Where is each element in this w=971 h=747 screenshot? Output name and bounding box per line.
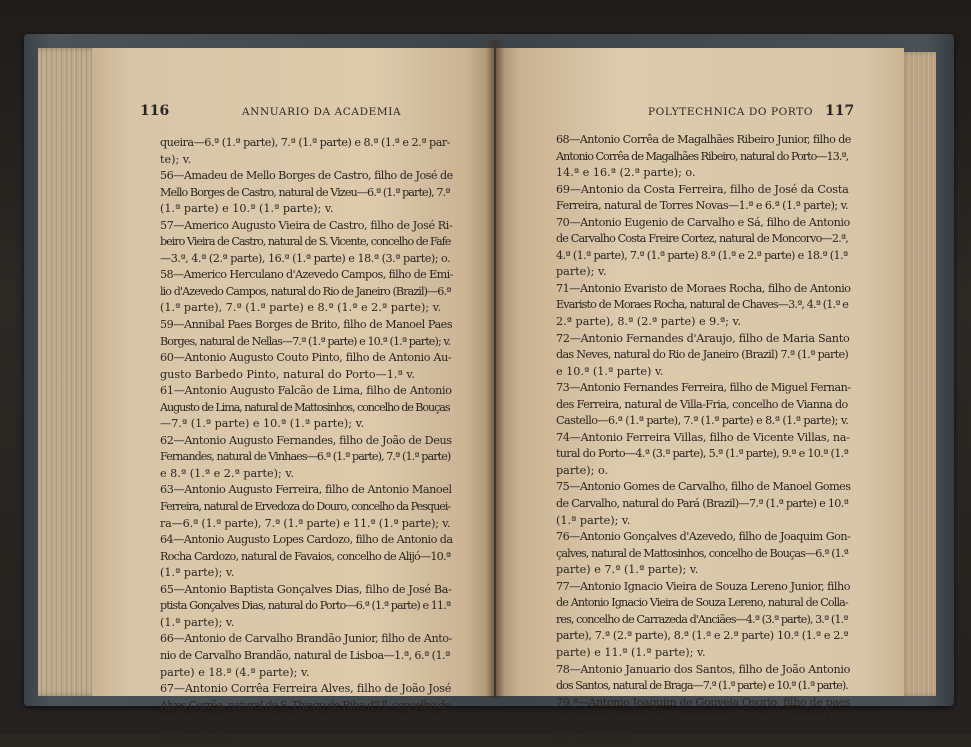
right-running-header: POLYTECHNICA DO PORTO bbox=[648, 106, 814, 118]
text-line: Alves Corrêa, natural de S. Thiago de Riba d'Ul, concelho de bbox=[160, 698, 451, 712]
text-line: 63—Antonio Augusto Ferreira, filho de Antonio Manoel bbox=[160, 483, 452, 497]
text-line: Borges, natural de Nellas—7.ª (1.ª parte) e 10.ª (1.ª parte); v. bbox=[160, 334, 451, 348]
left-page-text bbox=[160, 135, 453, 747]
left-page-number: 116 bbox=[140, 103, 170, 119]
text-line: 2.ª parte), 8.ª (2.ª parte) e 9.ª; v. bbox=[556, 315, 742, 329]
text-line: çalves, natural de Mattosinhos, concelho de Bouças—6.ª (1.ª bbox=[556, 546, 848, 560]
text-line: 56—Amadeu de Mello Borges de Castro, filho de José de bbox=[160, 169, 453, 183]
text-line: (1.ª parte), 7.ª (1.ª parte) e 8.ª (1.ª e 2.ª parte); v. bbox=[160, 301, 442, 315]
text-line: Evaristo de Moraes Rocha, natural de Chaves—3.ª, 4.ª (1.ª e bbox=[556, 298, 849, 312]
text-line: (1.ª parte); v. bbox=[160, 566, 235, 580]
text-line: queira—6.ª (1.ª parte), 7.ª (1.ª parte) e 8.ª (1.ª e 2.ª par- bbox=[160, 136, 450, 149]
text-line: 64—Antonio Augusto Lopes Cardozo, filho de Antonio da bbox=[160, 533, 453, 547]
text-line: Ferreira, natural de Torres Novas—1.ª e 6.ª (1.ª parte); v. bbox=[556, 199, 848, 213]
book-gutter bbox=[486, 40, 504, 698]
text-line: 60—Antonio Augusto Couto Pinto, filho de Antonio Au- bbox=[160, 351, 452, 365]
text-line: de Antonio Ignacio Vieira de Souza Lereno, natural de Colla- bbox=[556, 596, 848, 610]
text-line: 58—Americo Herculano d'Azevedo Campos, filho de Emi- bbox=[160, 268, 453, 282]
text-line: ra—6.ª (1.ª parte), 7.ª (1.ª parte) e 11.ª (1.ª parte); v. bbox=[160, 516, 451, 530]
text-line: 65—Antonio Baptista Gonçalves Dias, filho de José Ba- bbox=[160, 582, 452, 596]
text-line: parte), 7.ª (2.ª parte), 8.ª (1.ª e 2.ª parte) 10.ª (1.ª e 2.ª bbox=[556, 629, 849, 643]
text-line: te); v. bbox=[160, 152, 192, 166]
text-line: Antonio Corrêa de Magalhães Ribeiro, natural do Porto—13.ª, bbox=[556, 149, 849, 163]
text-line: de Carvalho, natural do Pará (Brazil)—7.ª (1.ª parte) e 10.ª bbox=[556, 497, 849, 511]
text-line: de Carvalho Costa Freire Cortez, natural de Moncorvo—2.ª, bbox=[556, 232, 848, 246]
text-line: —3.ª, 4.ª (2.ª parte), 16.ª (1.ª parte) e 18.ª (3.ª parte); o. bbox=[160, 251, 451, 265]
text-line: dos Santos, natural de Braga—7.ª (1.ª parte) e 10.ª (1.ª parte). bbox=[556, 679, 848, 693]
text-line: incognitos, natural de Moncorvo—8.ª (1.ª e 2.ª parte) e 10.ª bbox=[556, 712, 848, 726]
text-line: 70—Antonio Eugenio de Carvalho e Sá, filho de Antonio bbox=[556, 215, 850, 229]
text-line: 61—Antonio Augusto Falcão de Lima, filho de Antonio bbox=[160, 384, 452, 398]
text-line: parte) e 18.ª (4.ª parte); v. bbox=[160, 665, 310, 679]
text-line: 69—Antonio da Costa Ferreira, filho de José da Costa bbox=[556, 182, 849, 196]
text-line: 79.ª—Antonio Joaquim de Gouveia Osorio, filho de paes bbox=[556, 695, 851, 709]
text-line: lio d'Azevedo Campos, natural do Rio de Janeiro (Brazil)—6.ª bbox=[160, 284, 451, 298]
text-line: Fernandes, natural de Vinhaes—6.ª (1.ª parte), 7.ª (1.ª parte) bbox=[160, 450, 451, 464]
text-line: parte); o. bbox=[556, 463, 609, 477]
text-line: Rocha Cardozo, natural de Favaios, concelho de Alijó—10.ª bbox=[160, 549, 451, 563]
text-line: nio de Carvalho Brandão, natural de Lisboa—1.ª, 6.ª (1.ª bbox=[160, 648, 450, 662]
text-line: (1.ª parte); v. bbox=[160, 615, 235, 629]
left-page bbox=[92, 48, 494, 745]
text-line: gusto Barbedo Pinto, natural do Porto—1.ª v. bbox=[160, 367, 415, 381]
right-page-number: 117 bbox=[825, 103, 855, 119]
text-line: 68—Antonio Corrêa de Magalhães Ribeiro Junior, filho de bbox=[556, 133, 851, 146]
text-line: 62—Antonio Augusto Fernandes, filho de João de Deus bbox=[160, 433, 452, 447]
text-line: (1.ª parte); v. bbox=[556, 728, 631, 742]
text-line: das Neves, natural do Rio de Janeiro (Brazil) 7.ª (1.ª parte) bbox=[556, 348, 849, 362]
text-line: 71—Antonio Evaristo de Moraes Rocha, filho de Antonio bbox=[556, 281, 851, 295]
text-line: 74—Antonio Ferreira Villas, filho de Vicente Villas, na- bbox=[556, 430, 850, 444]
text-line: 14.ª e 16.ª (2.ª parte); o. bbox=[556, 166, 696, 180]
right-page-text bbox=[556, 132, 851, 744]
text-line: e 8.ª (1.ª e 2.ª parte); v. bbox=[160, 466, 294, 480]
text-line: 76—Antonio Gonçalves d'Azevedo, filho de Joaquim Gon- bbox=[556, 530, 851, 544]
text-line: parte); v. bbox=[556, 265, 607, 279]
text-line: ptista Gonçalves Dias, natural do Porto—6.ª (1.ª parte) e 11.ª bbox=[160, 599, 451, 613]
text-line: res, concelho de Carrazeda d'Anciães—4.ª (3.ª parte), 3.ª (1.ª bbox=[556, 612, 848, 626]
text-line: 75—Antonio Gomes de Carvalho, filho de Manoel Gomes bbox=[556, 480, 851, 494]
right-page-stack bbox=[900, 52, 936, 696]
text-line: 66—Antonio de Carvalho Brandão Junior, filho de Anto- bbox=[160, 632, 453, 646]
right-page bbox=[496, 48, 904, 742]
left-page-stack bbox=[38, 48, 100, 696]
text-line: 4.ª (1.ª parte), 7.ª (1.ª parte) 8.ª (1.ª e 2.ª parte) e 18.ª (1.ª bbox=[556, 248, 848, 262]
text-line: (1.ª parte) e 10.ª (1.ª parte); v. bbox=[160, 202, 334, 216]
text-line: parte) e 7.ª (1.ª parte); v. bbox=[556, 563, 699, 577]
text-line: Mello Borges de Castro, natural de Vizeu—6.ª (1.ª parte), 7.ª bbox=[160, 185, 450, 199]
text-line: beiro Vieira de Castro, natural de S. Vicente, concelho de Fafe bbox=[160, 235, 451, 249]
text-line: Castello—6.ª (1.ª parte), 7.ª (1.ª parte) e 8.ª (1.ª parte); v. bbox=[556, 414, 849, 428]
text-line: 73—Antonio Fernandes Ferreira, filho de Miguel Fernan- bbox=[556, 381, 851, 395]
text-line: parte) e 11.ª (1.ª parte); v. bbox=[556, 645, 706, 659]
text-line: Augusto de Lima, natural de Mattosinhos, concelho de Bouças bbox=[160, 400, 450, 414]
text-line: e 10.ª (1.ª parte) v. bbox=[556, 364, 664, 378]
text-line: 72—Antonio Fernandes d'Araujo, filho de Maria Santo bbox=[556, 331, 850, 345]
text-line: 59—Annibal Paes Borges de Brito, filho de Manoel Paes bbox=[160, 318, 453, 332]
text-line: 67—Antonio Corrêa Ferreira Alves, filho de João José bbox=[160, 682, 452, 696]
text-line: 57—Americo Augusto Vieira de Castro, filho de José Ri- bbox=[160, 218, 453, 232]
text-line: (1.ª parte); v. bbox=[160, 731, 235, 745]
text-line: tural do Porto—4.ª (3.ª parte), 5.ª (1.ª parte), 9.ª e 10.ª (1.ª bbox=[556, 447, 849, 461]
text-line: 78—Antonio Januario dos Santos, filho de João Antonio bbox=[556, 662, 850, 676]
left-running-header: ANNUARIO DA ACADEMIA bbox=[242, 106, 402, 118]
text-line: Oliveira d'Azemeis—10.ª (1.ª parte), 11.ª (2.ª parte) e 16.ª bbox=[160, 715, 451, 729]
text-line: (1.ª parte); v. bbox=[556, 513, 631, 527]
text-line: Ferreira, natural de Ervedoza do Douro, concelho da Pesquei- bbox=[160, 500, 451, 514]
text-line: —7.ª (1.ª parte) e 10.ª (1.ª parte); v. bbox=[160, 417, 365, 431]
text-line: 77—Antonio Ignacio Vieira de Souza Lereno Junior, filho bbox=[556, 579, 850, 593]
text-line: des Ferreira, natural de Villa-Fria, concelho de Vianna do bbox=[556, 397, 848, 411]
